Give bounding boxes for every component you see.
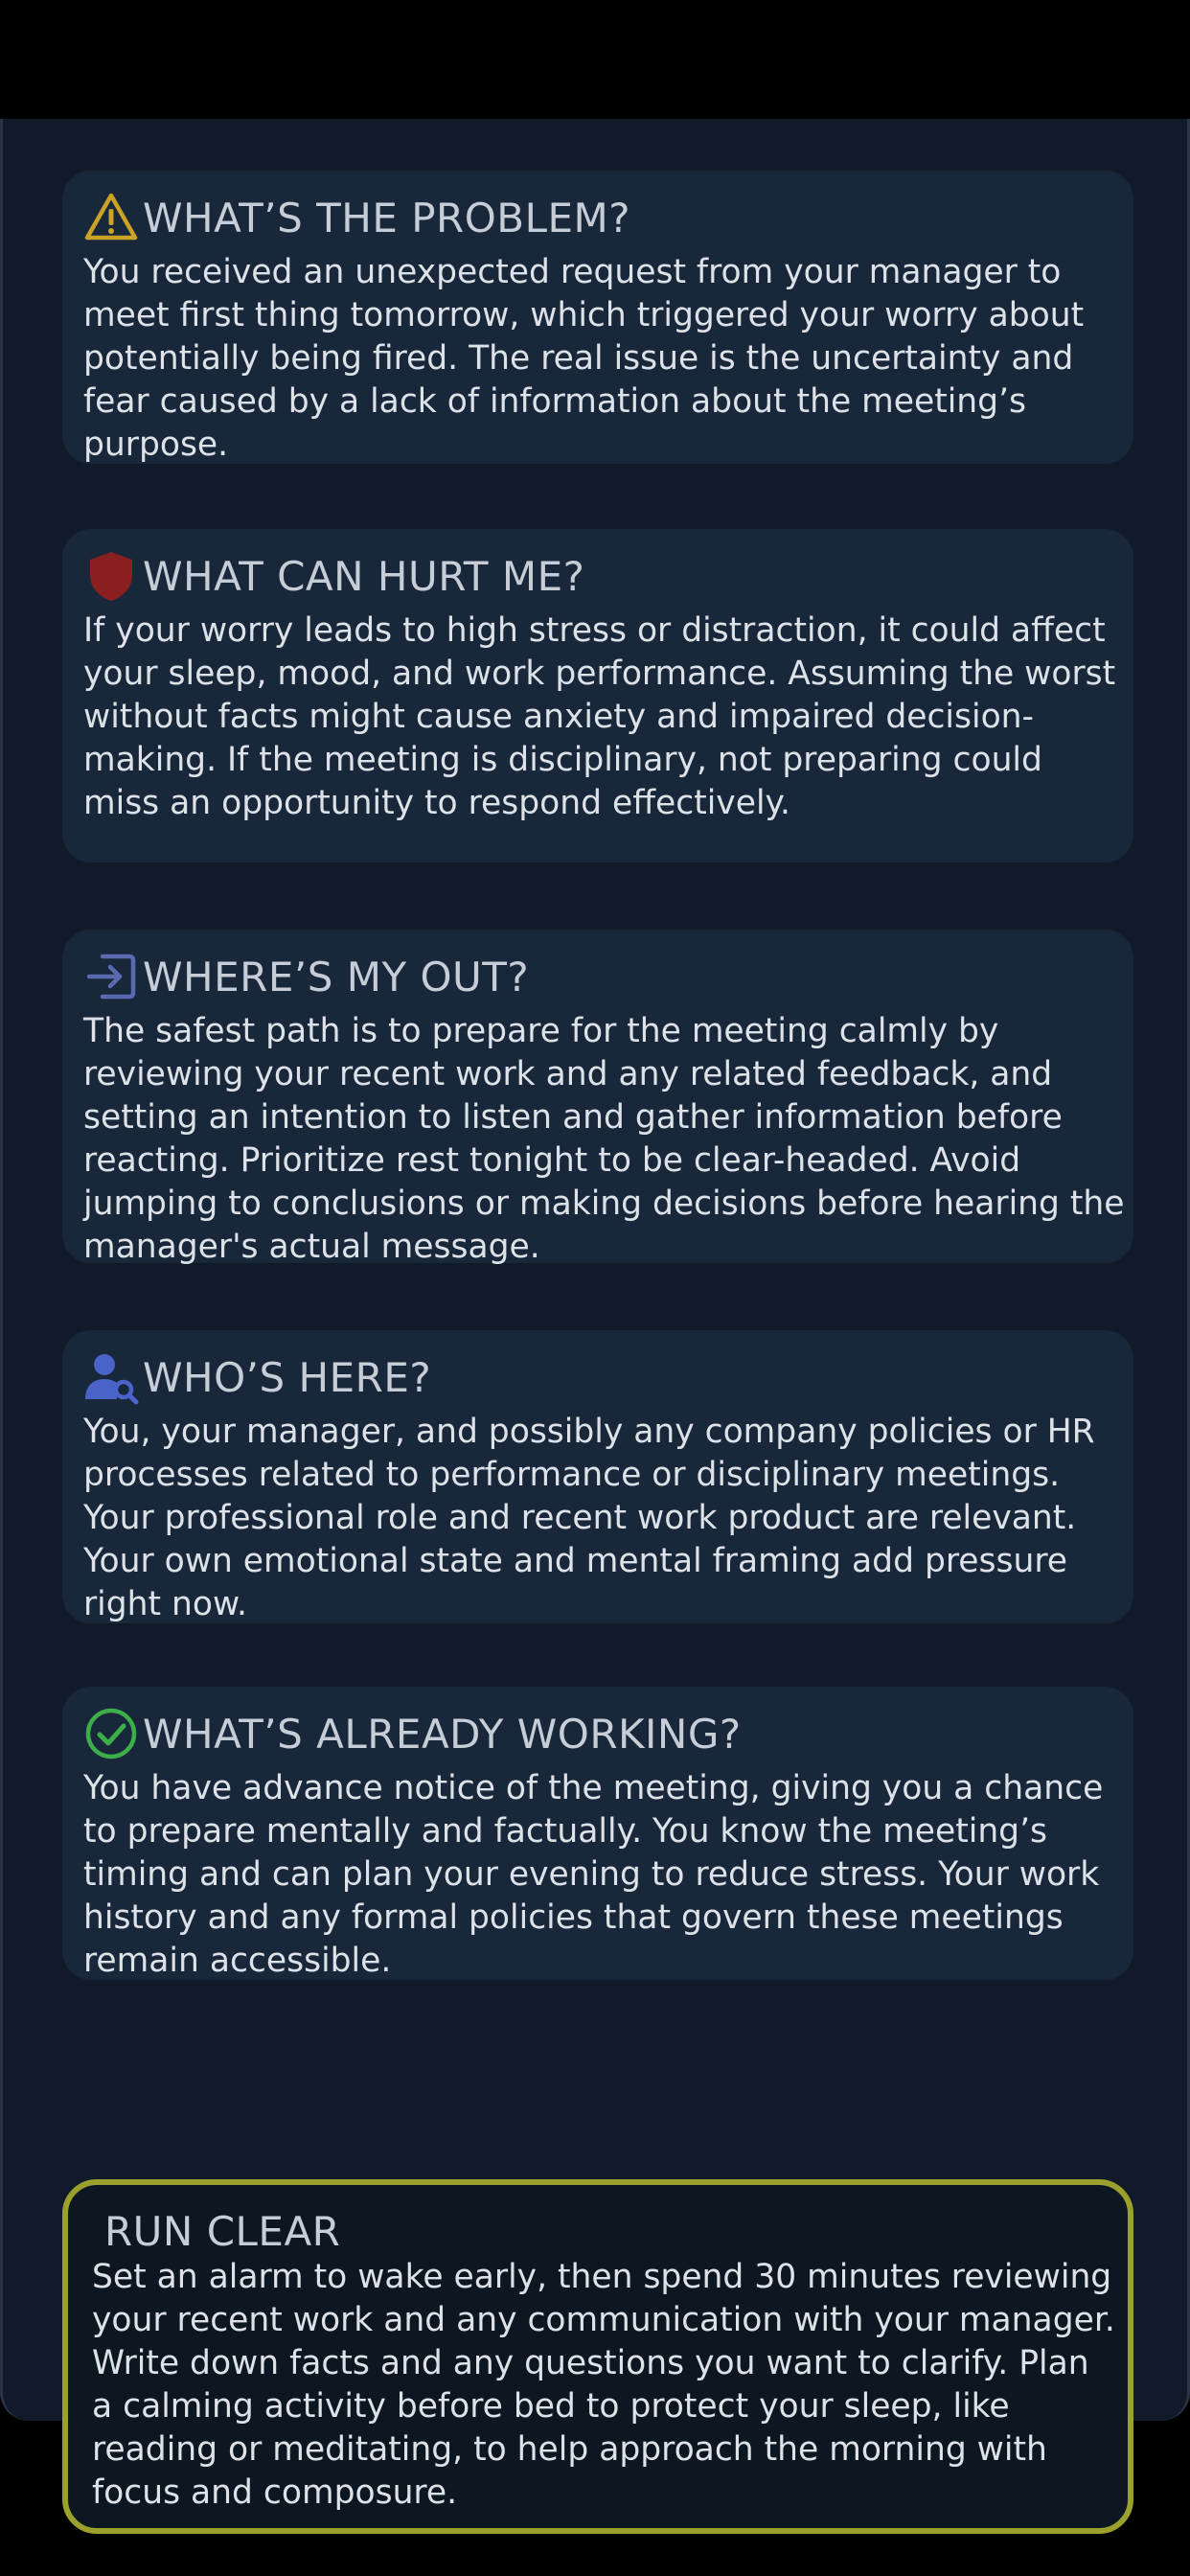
- run-clear-card: [62, 2179, 1133, 2534]
- hurt-body: If your worry leads to high stress or distraction, it could affect your sleep, mood, and work performance. Assuming the worst without facts might cause anxiety and impaired decision-making. If the meeting is disciplinary, not preparing could miss an opportunity to respond effectively.: [83, 611, 1116, 822]
- working-card: [62, 1687, 1133, 1980]
- out-body: The safest path is to prepare for the meeting calmly by reviewing your recent work and any related feedback, and setting an intention to listen and gather information before reacting. Prioritize rest tonight to be clear-headed. Avoid jumping to conclusions or making decisions before hearing the manager's actual message.: [83, 1012, 1125, 1266]
- working-body: You have advance notice of the meeting, giving you a chance to prepare mentally and factually. You know the meeting’s timing and can plan your evening to reduce stress. Your work history and any formal policies that govern these meetings remain accessible.: [83, 1769, 1104, 1980]
- shield-icon: [83, 548, 139, 604]
- problem-title: WHAT’S THE PROBLEM?: [143, 194, 631, 242]
- who-header: [83, 1347, 431, 1407]
- check-circle-icon: [83, 1706, 139, 1761]
- working-title: WHAT’S ALREADY WORKING?: [143, 1710, 742, 1758]
- hurt-header: [83, 546, 584, 606]
- out-title: WHERE’S MY OUT?: [143, 953, 530, 1000]
- who-card: [62, 1330, 1133, 1623]
- problem-body: You received an unexpected request from your manager to meet first thing tomorrow, which triggered your worry about potentially being fired. The real issue is the uncertainty and fear caused by a lack of information about the meeting’s purpose.: [83, 253, 1085, 464]
- problem-header: [83, 188, 630, 247]
- warning-triangle-icon: [83, 190, 139, 245]
- who-body: You, your manager, and possibly any company policies or HR processes related to performance or disciplinary meetings. Your professional role and recent work product are relevant. Your own emotional state and mental framing add pressure right now.: [83, 1413, 1095, 1623]
- screen: [0, 119, 1190, 2512]
- hurt-card: [62, 529, 1133, 862]
- person-search-icon: [83, 1349, 139, 1405]
- exit-arrow-icon: [83, 949, 139, 1004]
- hurt-title: WHAT CAN HURT ME?: [143, 552, 585, 600]
- working-header: [83, 1704, 742, 1763]
- out-card: [62, 930, 1133, 1266]
- out-header: [83, 947, 529, 1006]
- problem-card: [62, 171, 1133, 464]
- who-title: WHO’S HERE?: [143, 1353, 432, 1401]
- run-clear-title: RUN CLEAR: [104, 2208, 341, 2255]
- run-clear-body: Set an alarm to wake early, then spend 30 minutes reviewing your recent work and any communication with your manager. Write down facts and any questions you want to clarify. Plan a calming activity before bed to protect your sleep, like reading or meditating, to help approach the morning with focus and composure.: [92, 2258, 1115, 2512]
